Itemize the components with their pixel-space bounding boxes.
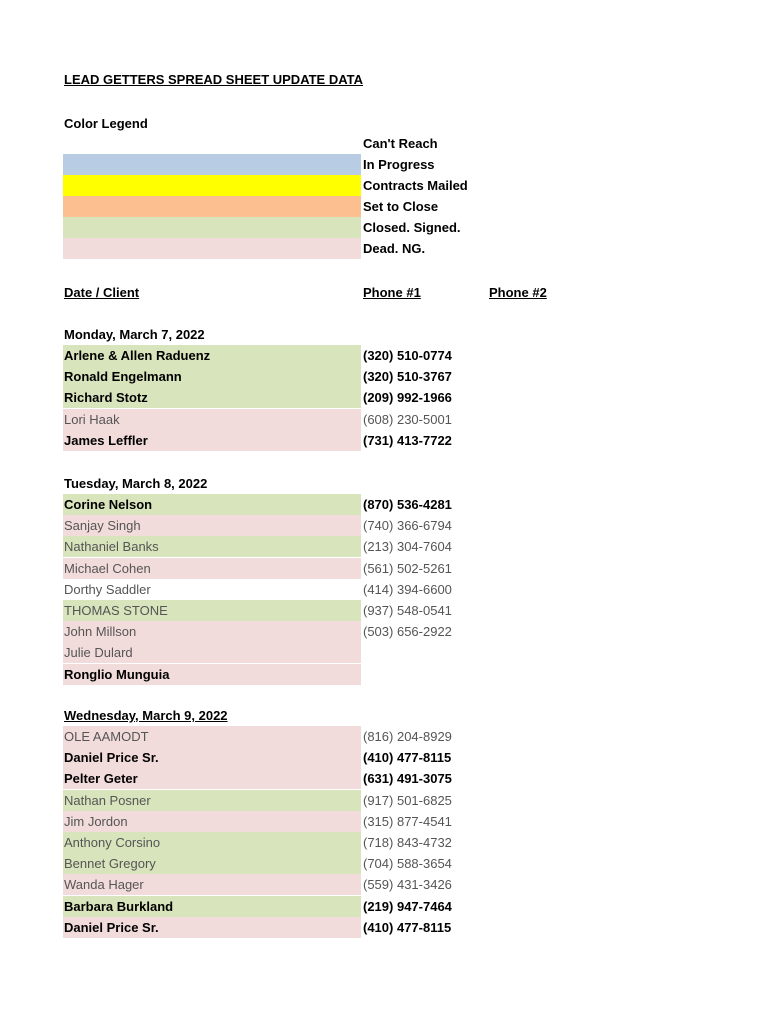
phone-number: (213) 304-7604 xyxy=(363,539,452,555)
header-phone2: Phone #2 xyxy=(489,285,547,300)
table-row xyxy=(0,409,768,430)
table-row xyxy=(0,515,768,536)
legend-label: Dead. NG. xyxy=(363,241,426,256)
table-row xyxy=(0,536,768,557)
day-heading: Monday, March 7, 2022 xyxy=(64,327,205,342)
phone-number: (209) 992-1966 xyxy=(363,390,452,406)
phone-number: (320) 510-0774 xyxy=(363,348,452,363)
table-row xyxy=(0,874,768,895)
client-name: Nathan Posner xyxy=(63,790,361,811)
legend-label: Can't Reach xyxy=(363,136,438,151)
legend-label: Closed. Signed. xyxy=(363,220,461,235)
phone-number: (414) 394-6600 xyxy=(363,581,452,597)
client-name: Anthony Corsino xyxy=(63,832,361,853)
phone-number: (503) 656-2922 xyxy=(363,624,452,640)
legend-swatch xyxy=(63,238,361,259)
client-name: Richard Stotz xyxy=(63,387,361,408)
client-name: Julie Dulard xyxy=(63,642,361,663)
table-row xyxy=(0,832,768,853)
client-name: John Millson xyxy=(63,621,361,642)
legend-swatch xyxy=(63,196,361,217)
client-name: Bennet Gregory xyxy=(63,853,361,874)
client-name: Wanda Hager xyxy=(63,874,361,895)
table-row xyxy=(0,726,768,747)
legend-swatch xyxy=(63,217,361,238)
day-heading: Tuesday, March 8, 2022 xyxy=(64,476,208,491)
client-name: OLE AAMODT xyxy=(63,726,361,747)
client-name: THOMAS STONE xyxy=(63,600,361,621)
client-name: Ronglio Munguia xyxy=(63,664,361,685)
client-name: Jim Jordon xyxy=(63,811,361,832)
phone-number: (704) 588-3654 xyxy=(363,856,452,872)
table-row xyxy=(0,917,768,938)
table-row xyxy=(0,790,768,811)
legend-title: Color Legend xyxy=(64,116,148,131)
phone-number: (559) 431-3426 xyxy=(363,877,452,893)
client-name: Barbara Burkland xyxy=(63,896,361,917)
table-row xyxy=(0,811,768,832)
table-row xyxy=(0,664,768,685)
legend-label: Set to Close xyxy=(363,199,439,214)
client-name: Daniel Price Sr. xyxy=(63,917,361,938)
phone-number: (561) 502-5261 xyxy=(363,560,452,576)
phone-number: (917) 501-6825 xyxy=(363,792,452,808)
table-row xyxy=(0,558,768,579)
client-name: Michael Cohen xyxy=(63,558,361,579)
client-name: Pelter Geter xyxy=(63,768,361,789)
client-name: Arlene & Allen Raduenz xyxy=(63,345,361,366)
header-phone1: Phone #1 xyxy=(363,285,421,300)
client-name: Corine Nelson xyxy=(63,494,361,515)
table-row xyxy=(0,387,768,408)
phone-number: (410) 477-8115 xyxy=(363,919,452,935)
client-name: Lori Haak xyxy=(63,409,361,430)
phone-number: (320) 510-3767 xyxy=(363,369,452,385)
phone-number: (718) 843-4732 xyxy=(363,835,452,850)
legend-label: In Progress xyxy=(363,157,435,172)
table-row xyxy=(0,579,768,600)
legend-label: Contracts Mailed xyxy=(363,178,468,193)
table-row xyxy=(0,430,768,451)
table-row xyxy=(0,896,768,917)
legend-swatch xyxy=(63,175,361,196)
table-row xyxy=(0,366,768,387)
phone-number: (731) 413-7722 xyxy=(363,432,452,448)
client-name: Dorthy Saddler xyxy=(64,581,151,597)
legend-swatch xyxy=(63,154,361,175)
table-row xyxy=(0,642,768,663)
phone-number: (315) 877-4541 xyxy=(363,813,452,829)
table-row xyxy=(0,768,768,789)
phone-number: (740) 366-6794 xyxy=(363,518,452,534)
client-name: Daniel Price Sr. xyxy=(63,747,361,768)
header-client: Date / Client xyxy=(64,285,140,300)
day-heading: Wednesday, March 9, 2022 xyxy=(64,708,228,723)
table-row xyxy=(0,747,768,768)
phone-number: (410) 477-8115 xyxy=(363,750,452,766)
client-name: James Leffler xyxy=(63,430,361,451)
table-row xyxy=(0,345,768,366)
table-row xyxy=(0,621,768,642)
table-row xyxy=(0,600,768,621)
client-name: Sanjay Singh xyxy=(63,515,361,536)
client-name: Ronald Engelmann xyxy=(63,366,361,387)
phone-number: (608) 230-5001 xyxy=(363,411,452,427)
phone-number: (870) 536-4281 xyxy=(363,497,452,512)
table-row xyxy=(0,494,768,515)
phone-number: (816) 204-8929 xyxy=(363,729,452,744)
phone-number: (937) 548-0541 xyxy=(363,603,452,618)
phone-number: (219) 947-7464 xyxy=(363,898,452,914)
client-name: Nathaniel Banks xyxy=(63,536,361,557)
table-row xyxy=(0,853,768,874)
phone-number: (631) 491-3075 xyxy=(363,771,452,787)
page-title: LEAD GETTERS SPREAD SHEET UPDATE DATA xyxy=(64,72,364,87)
